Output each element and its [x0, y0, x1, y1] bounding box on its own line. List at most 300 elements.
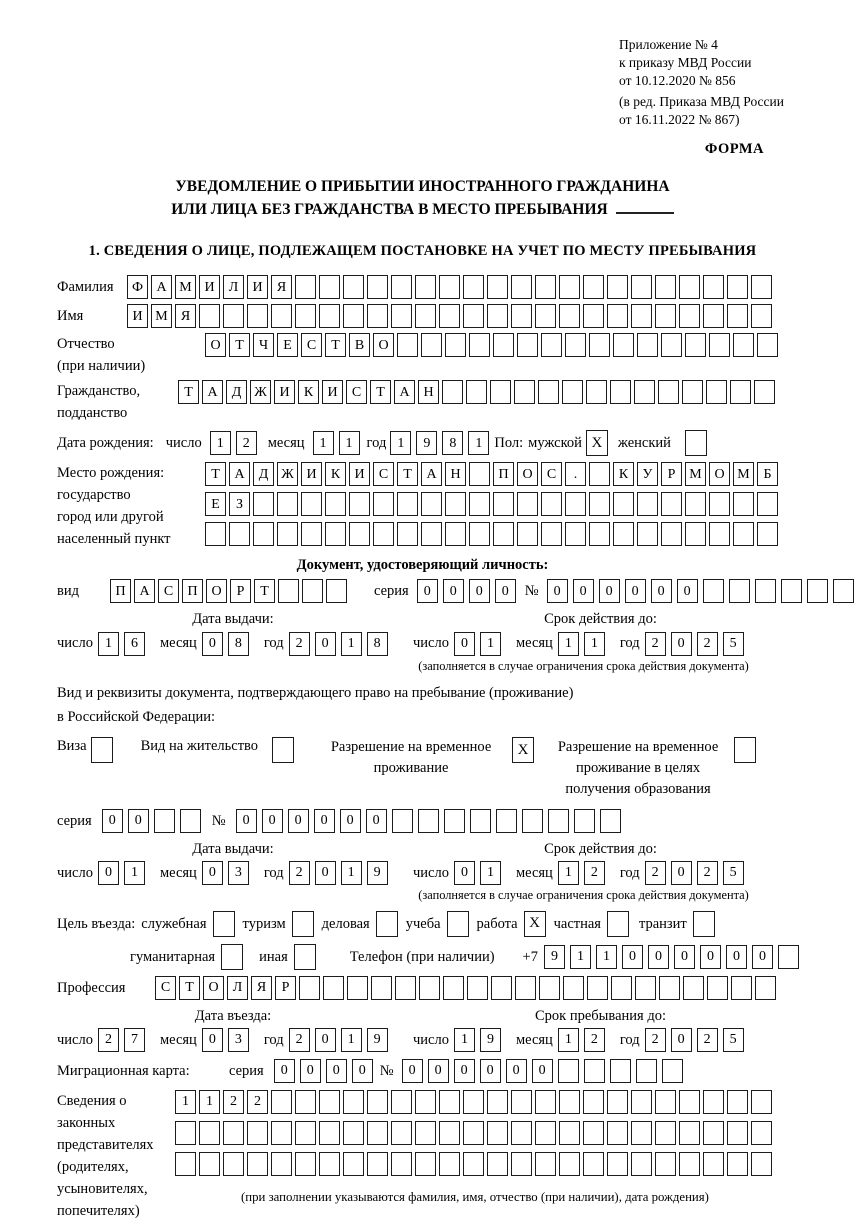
char-cell[interactable] [323, 976, 344, 1000]
char-cell[interactable] [469, 492, 490, 516]
char-cell[interactable] [493, 333, 514, 357]
char-cell[interactable]: 0 [454, 861, 475, 885]
char-cell[interactable] [706, 380, 727, 404]
char-cell[interactable]: 0 [547, 579, 568, 603]
char-cell[interactable]: К [325, 462, 346, 486]
char-cell[interactable] [487, 1152, 508, 1176]
char-cell[interactable] [419, 976, 440, 1000]
char-cell[interactable]: Е [205, 492, 226, 516]
char-cell[interactable]: 0 [674, 945, 695, 969]
char-cell[interactable] [535, 304, 556, 328]
char-cell[interactable] [683, 976, 704, 1000]
char-cell[interactable]: 2 [289, 1028, 310, 1052]
char-cell[interactable] [727, 275, 748, 299]
char-cell[interactable]: 0 [443, 579, 464, 603]
char-cell[interactable]: 2 [289, 632, 310, 656]
char-cell[interactable]: 9 [416, 431, 437, 455]
char-cell[interactable] [415, 1152, 436, 1176]
char-cell[interactable] [199, 1152, 220, 1176]
char-cell[interactable] [253, 522, 274, 546]
char-cell[interactable]: 1 [339, 431, 360, 455]
char-cell[interactable]: 0 [726, 945, 747, 969]
char-cell[interactable]: 7 [124, 1028, 145, 1052]
char-cell[interactable]: 5 [723, 1028, 744, 1052]
char-cell[interactable] [751, 1152, 772, 1176]
char-cell[interactable] [295, 1152, 316, 1176]
char-cell[interactable] [301, 492, 322, 516]
char-cell[interactable] [517, 492, 538, 516]
char-cell[interactable]: 9 [480, 1028, 501, 1052]
char-cell[interactable]: 0 [625, 579, 646, 603]
char-cell[interactable] [199, 304, 220, 328]
char-cell[interactable] [559, 1090, 580, 1114]
char-cell[interactable] [559, 1121, 580, 1145]
char-cell[interactable]: 0 [469, 579, 490, 603]
char-cell[interactable]: Т [179, 976, 200, 1000]
char-cell[interactable] [709, 522, 730, 546]
char-cell[interactable]: О [206, 579, 227, 603]
char-cell[interactable]: 1 [210, 431, 231, 455]
char-cell[interactable] [343, 304, 364, 328]
char-cell[interactable]: 1 [570, 945, 591, 969]
char-cell[interactable] [205, 522, 226, 546]
char-cell[interactable] [565, 522, 586, 546]
char-cell[interactable]: 6 [124, 632, 145, 656]
char-cell[interactable] [679, 1090, 700, 1114]
purpose-official-checkbox[interactable] [213, 911, 235, 937]
char-cell[interactable]: 0 [300, 1059, 321, 1083]
char-cell[interactable]: З [229, 492, 250, 516]
char-cell[interactable]: И [349, 462, 370, 486]
char-cell[interactable] [397, 492, 418, 516]
char-cell[interactable]: 0 [417, 579, 438, 603]
char-cell[interactable] [559, 1152, 580, 1176]
char-cell[interactable] [729, 579, 750, 603]
purpose-business-checkbox[interactable] [376, 911, 398, 937]
char-cell[interactable]: Ч [253, 333, 274, 357]
char-cell[interactable] [487, 1121, 508, 1145]
char-cell[interactable] [703, 1152, 724, 1176]
char-cell[interactable] [470, 809, 491, 833]
char-cell[interactable]: 1 [341, 632, 362, 656]
char-cell[interactable] [415, 1090, 436, 1114]
char-cell[interactable]: 8 [367, 632, 388, 656]
char-cell[interactable]: Р [230, 579, 251, 603]
char-cell[interactable] [299, 976, 320, 1000]
char-cell[interactable] [522, 809, 543, 833]
char-cell[interactable] [707, 976, 728, 1000]
char-cell[interactable] [487, 304, 508, 328]
char-cell[interactable] [415, 304, 436, 328]
char-cell[interactable] [271, 1152, 292, 1176]
char-cell[interactable]: Е [277, 333, 298, 357]
char-cell[interactable] [493, 492, 514, 516]
char-cell[interactable] [463, 1121, 484, 1145]
char-cell[interactable] [733, 333, 754, 357]
char-cell[interactable]: 2 [697, 632, 718, 656]
char-cell[interactable] [463, 1152, 484, 1176]
sex-male-checkbox[interactable]: X [586, 430, 608, 456]
char-cell[interactable]: 0 [651, 579, 672, 603]
char-cell[interactable] [511, 275, 532, 299]
char-cell[interactable]: Т [229, 333, 250, 357]
char-cell[interactable] [607, 275, 628, 299]
char-cell[interactable] [655, 1152, 676, 1176]
char-cell[interactable]: 2 [98, 1028, 119, 1052]
char-cell[interactable]: И [199, 275, 220, 299]
char-cell[interactable] [349, 522, 370, 546]
char-cell[interactable]: 0 [352, 1059, 373, 1083]
char-cell[interactable] [661, 333, 682, 357]
char-cell[interactable]: 0 [671, 861, 692, 885]
char-cell[interactable]: 0 [622, 945, 643, 969]
char-cell[interactable] [655, 1090, 676, 1114]
option-residence-permit-checkbox[interactable] [272, 737, 294, 763]
purpose-transit-checkbox[interactable] [693, 911, 715, 937]
char-cell[interactable]: 1 [558, 632, 579, 656]
char-cell[interactable]: 9 [367, 861, 388, 885]
char-cell[interactable]: О [709, 462, 730, 486]
char-cell[interactable]: 1 [313, 431, 334, 455]
char-cell[interactable] [559, 275, 580, 299]
char-cell[interactable] [367, 275, 388, 299]
char-cell[interactable]: А [202, 380, 223, 404]
char-cell[interactable] [535, 275, 556, 299]
char-cell[interactable] [583, 304, 604, 328]
char-cell[interactable]: Н [418, 380, 439, 404]
char-cell[interactable] [607, 1121, 628, 1145]
char-cell[interactable] [535, 1121, 556, 1145]
char-cell[interactable]: И [274, 380, 295, 404]
char-cell[interactable]: Р [661, 462, 682, 486]
char-cell[interactable] [682, 380, 703, 404]
char-cell[interactable]: Д [226, 380, 247, 404]
char-cell[interactable] [229, 522, 250, 546]
char-cell[interactable]: 1 [480, 632, 501, 656]
char-cell[interactable] [367, 1090, 388, 1114]
char-cell[interactable] [392, 809, 413, 833]
char-cell[interactable]: С [301, 333, 322, 357]
char-cell[interactable] [295, 1090, 316, 1114]
char-cell[interactable] [589, 462, 610, 486]
char-cell[interactable]: А [421, 462, 442, 486]
char-cell[interactable] [487, 275, 508, 299]
char-cell[interactable] [445, 522, 466, 546]
char-cell[interactable] [751, 304, 772, 328]
char-cell[interactable] [415, 275, 436, 299]
char-cell[interactable] [421, 522, 442, 546]
char-cell[interactable]: 2 [697, 1028, 718, 1052]
char-cell[interactable] [277, 492, 298, 516]
char-cell[interactable] [511, 304, 532, 328]
char-cell[interactable]: 1 [468, 431, 489, 455]
char-cell[interactable] [703, 579, 724, 603]
char-cell[interactable] [367, 304, 388, 328]
char-cell[interactable]: С [155, 976, 176, 1000]
char-cell[interactable] [154, 809, 175, 833]
char-cell[interactable]: 1 [558, 1028, 579, 1052]
purpose-private-checkbox[interactable] [607, 911, 629, 937]
char-cell[interactable] [610, 1059, 631, 1083]
char-cell[interactable]: Н [445, 462, 466, 486]
purpose-humanitarian-checkbox[interactable] [221, 944, 243, 970]
char-cell[interactable]: 0 [532, 1059, 553, 1083]
char-cell[interactable] [277, 522, 298, 546]
char-cell[interactable]: 0 [573, 579, 594, 603]
char-cell[interactable] [463, 1090, 484, 1114]
char-cell[interactable]: С [373, 462, 394, 486]
char-cell[interactable]: 5 [723, 861, 744, 885]
char-cell[interactable] [607, 1090, 628, 1114]
char-cell[interactable] [343, 1090, 364, 1114]
char-cell[interactable]: 1 [390, 431, 411, 455]
char-cell[interactable] [631, 1152, 652, 1176]
char-cell[interactable] [679, 304, 700, 328]
char-cell[interactable] [589, 492, 610, 516]
char-cell[interactable] [583, 275, 604, 299]
char-cell[interactable]: 0 [495, 579, 516, 603]
char-cell[interactable] [295, 275, 316, 299]
char-cell[interactable] [493, 522, 514, 546]
char-cell[interactable] [613, 492, 634, 516]
char-cell[interactable] [539, 976, 560, 1000]
char-cell[interactable]: Я [175, 304, 196, 328]
char-cell[interactable] [685, 333, 706, 357]
char-cell[interactable]: А [394, 380, 415, 404]
char-cell[interactable] [611, 976, 632, 1000]
char-cell[interactable] [319, 1152, 340, 1176]
char-cell[interactable] [565, 492, 586, 516]
char-cell[interactable]: 0 [402, 1059, 423, 1083]
char-cell[interactable] [679, 1152, 700, 1176]
char-cell[interactable]: 2 [645, 1028, 666, 1052]
char-cell[interactable] [757, 492, 778, 516]
char-cell[interactable]: С [158, 579, 179, 603]
char-cell[interactable] [631, 1121, 652, 1145]
char-cell[interactable]: 9 [544, 945, 565, 969]
char-cell[interactable] [781, 579, 802, 603]
char-cell[interactable] [223, 1121, 244, 1145]
char-cell[interactable] [415, 1121, 436, 1145]
char-cell[interactable] [538, 380, 559, 404]
char-cell[interactable]: Т [397, 462, 418, 486]
char-cell[interactable] [709, 492, 730, 516]
char-cell[interactable]: О [205, 333, 226, 357]
char-cell[interactable]: Т [370, 380, 391, 404]
char-cell[interactable]: 0 [366, 809, 387, 833]
char-cell[interactable]: 1 [596, 945, 617, 969]
char-cell[interactable]: К [298, 380, 319, 404]
char-cell[interactable] [574, 809, 595, 833]
char-cell[interactable] [679, 275, 700, 299]
char-cell[interactable]: П [182, 579, 203, 603]
char-cell[interactable]: П [493, 462, 514, 486]
char-cell[interactable]: 3 [228, 1028, 249, 1052]
char-cell[interactable]: 0 [340, 809, 361, 833]
char-cell[interactable]: 0 [202, 1028, 223, 1052]
char-cell[interactable]: У [637, 462, 658, 486]
char-cell[interactable]: 9 [367, 1028, 388, 1052]
sex-female-checkbox[interactable] [685, 430, 707, 456]
char-cell[interactable] [490, 380, 511, 404]
char-cell[interactable] [754, 380, 775, 404]
char-cell[interactable] [659, 976, 680, 1000]
char-cell[interactable] [565, 333, 586, 357]
char-cell[interactable]: 2 [289, 861, 310, 885]
char-cell[interactable] [755, 579, 776, 603]
char-cell[interactable]: Т [205, 462, 226, 486]
char-cell[interactable]: Р [275, 976, 296, 1000]
char-cell[interactable] [703, 1090, 724, 1114]
char-cell[interactable]: И [301, 462, 322, 486]
char-cell[interactable] [757, 333, 778, 357]
char-cell[interactable] [278, 579, 299, 603]
char-cell[interactable] [727, 1152, 748, 1176]
char-cell[interactable] [535, 1090, 556, 1114]
char-cell[interactable] [223, 1152, 244, 1176]
purpose-study-checkbox[interactable] [447, 911, 469, 937]
char-cell[interactable]: 0 [315, 1028, 336, 1052]
char-cell[interactable]: Я [251, 976, 272, 1000]
char-cell[interactable] [600, 809, 621, 833]
char-cell[interactable] [703, 304, 724, 328]
char-cell[interactable] [319, 1121, 340, 1145]
char-cell[interactable]: 1 [558, 861, 579, 885]
char-cell[interactable]: 0 [326, 1059, 347, 1083]
char-cell[interactable] [511, 1152, 532, 1176]
char-cell[interactable]: М [685, 462, 706, 486]
char-cell[interactable] [584, 1059, 605, 1083]
purpose-other-checkbox[interactable] [294, 944, 316, 970]
char-cell[interactable] [463, 304, 484, 328]
char-cell[interactable] [514, 380, 535, 404]
char-cell[interactable] [541, 333, 562, 357]
char-cell[interactable] [751, 275, 772, 299]
char-cell[interactable] [175, 1152, 196, 1176]
char-cell[interactable] [496, 809, 517, 833]
char-cell[interactable] [610, 380, 631, 404]
char-cell[interactable]: 0 [315, 861, 336, 885]
char-cell[interactable] [319, 275, 340, 299]
char-cell[interactable] [295, 304, 316, 328]
char-cell[interactable] [727, 1121, 748, 1145]
char-cell[interactable] [373, 492, 394, 516]
char-cell[interactable] [586, 380, 607, 404]
char-cell[interactable]: 1 [584, 632, 605, 656]
char-cell[interactable] [247, 304, 268, 328]
char-cell[interactable]: В [349, 333, 370, 357]
char-cell[interactable] [703, 275, 724, 299]
char-cell[interactable] [731, 976, 752, 1000]
char-cell[interactable]: 0 [428, 1059, 449, 1083]
char-cell[interactable]: 2 [645, 632, 666, 656]
char-cell[interactable] [391, 275, 412, 299]
char-cell[interactable]: И [127, 304, 148, 328]
char-cell[interactable]: 2 [697, 861, 718, 885]
char-cell[interactable]: Ф [127, 275, 148, 299]
char-cell[interactable] [199, 1121, 220, 1145]
char-cell[interactable] [466, 380, 487, 404]
char-cell[interactable] [589, 522, 610, 546]
char-cell[interactable] [391, 1090, 412, 1114]
char-cell[interactable] [444, 809, 465, 833]
char-cell[interactable] [373, 522, 394, 546]
char-cell[interactable] [833, 579, 854, 603]
char-cell[interactable] [421, 333, 442, 357]
char-cell[interactable] [301, 522, 322, 546]
char-cell[interactable] [548, 809, 569, 833]
char-cell[interactable] [367, 1152, 388, 1176]
char-cell[interactable]: 1 [341, 1028, 362, 1052]
char-cell[interactable] [347, 976, 368, 1000]
char-cell[interactable]: Ж [277, 462, 298, 486]
option-temp-residence-checkbox[interactable]: X [512, 737, 534, 763]
char-cell[interactable]: П [110, 579, 131, 603]
char-cell[interactable]: 0 [236, 809, 257, 833]
char-cell[interactable]: 0 [98, 861, 119, 885]
char-cell[interactable]: 2 [223, 1090, 244, 1114]
char-cell[interactable]: 1 [454, 1028, 475, 1052]
purpose-tourism-checkbox[interactable] [292, 911, 314, 937]
char-cell[interactable] [326, 579, 347, 603]
char-cell[interactable] [439, 304, 460, 328]
char-cell[interactable] [487, 1090, 508, 1114]
char-cell[interactable]: 5 [723, 632, 744, 656]
char-cell[interactable] [271, 1121, 292, 1145]
char-cell[interactable] [730, 380, 751, 404]
char-cell[interactable] [541, 492, 562, 516]
char-cell[interactable]: Л [227, 976, 248, 1000]
char-cell[interactable]: 0 [752, 945, 773, 969]
char-cell[interactable]: К [613, 462, 634, 486]
char-cell[interactable] [778, 945, 799, 969]
char-cell[interactable]: 0 [671, 1028, 692, 1052]
char-cell[interactable] [607, 1152, 628, 1176]
char-cell[interactable]: 0 [480, 1059, 501, 1083]
char-cell[interactable]: Т [178, 380, 199, 404]
char-cell[interactable] [397, 333, 418, 357]
option-visa-checkbox[interactable] [91, 737, 113, 763]
char-cell[interactable] [367, 1121, 388, 1145]
char-cell[interactable] [395, 976, 416, 1000]
char-cell[interactable] [613, 333, 634, 357]
char-cell[interactable] [755, 976, 776, 1000]
char-cell[interactable] [637, 333, 658, 357]
char-cell[interactable]: 0 [700, 945, 721, 969]
char-cell[interactable] [439, 1121, 460, 1145]
char-cell[interactable] [661, 522, 682, 546]
char-cell[interactable] [733, 522, 754, 546]
char-cell[interactable]: 0 [454, 632, 475, 656]
char-cell[interactable] [587, 976, 608, 1000]
char-cell[interactable] [589, 333, 610, 357]
char-cell[interactable] [655, 1121, 676, 1145]
char-cell[interactable]: 0 [262, 809, 283, 833]
char-cell[interactable]: Т [254, 579, 275, 603]
char-cell[interactable] [397, 522, 418, 546]
char-cell[interactable]: 1 [341, 861, 362, 885]
char-cell[interactable] [343, 275, 364, 299]
char-cell[interactable] [679, 1121, 700, 1145]
char-cell[interactable]: Л [223, 275, 244, 299]
char-cell[interactable] [391, 304, 412, 328]
char-cell[interactable] [631, 275, 652, 299]
char-cell[interactable] [583, 1121, 604, 1145]
char-cell[interactable] [562, 380, 583, 404]
char-cell[interactable] [685, 522, 706, 546]
char-cell[interactable]: 0 [648, 945, 669, 969]
char-cell[interactable] [175, 1121, 196, 1145]
